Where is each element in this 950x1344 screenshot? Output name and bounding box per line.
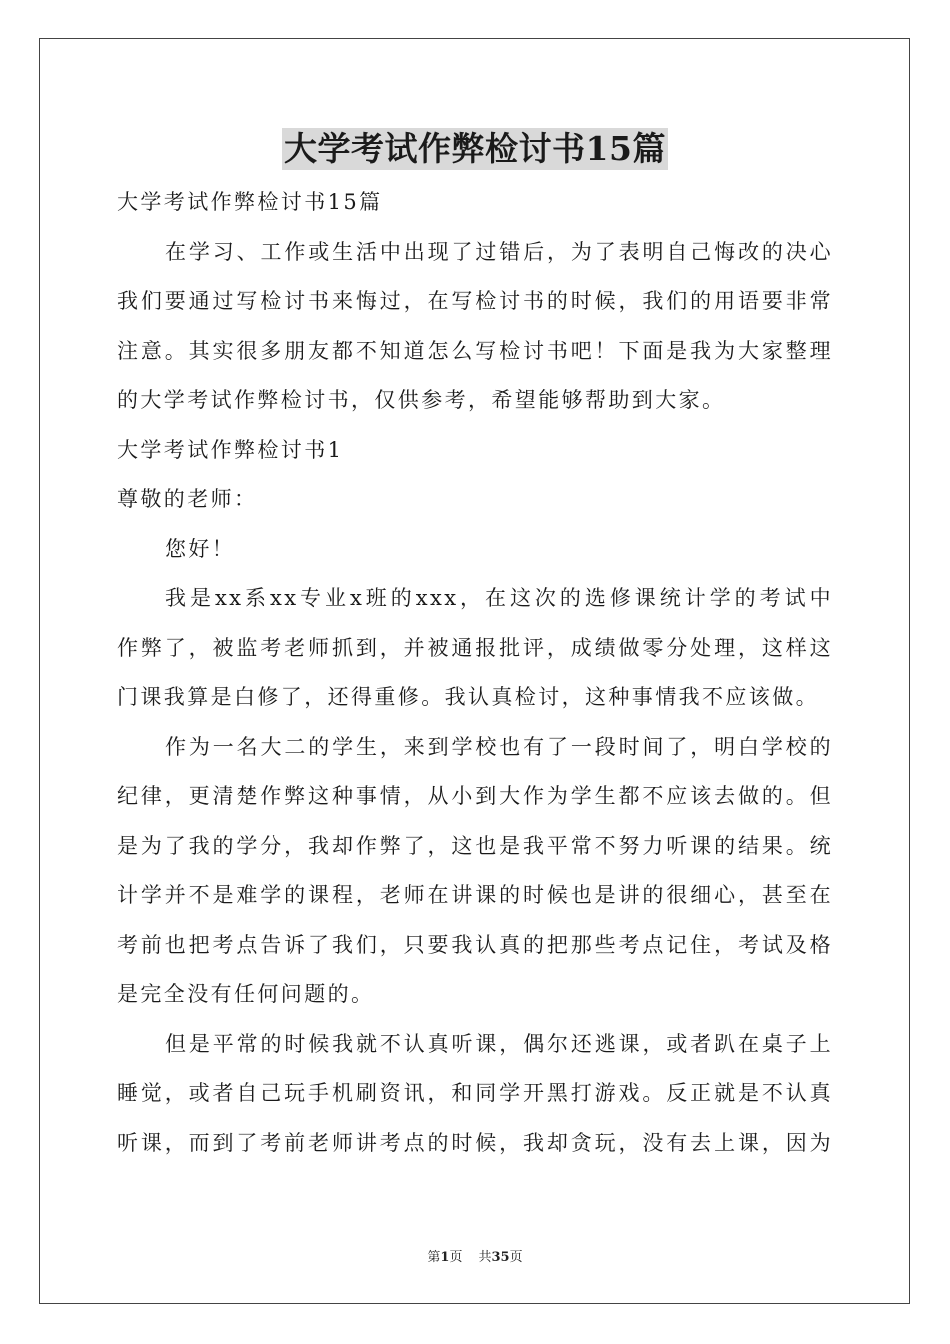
salutation: 尊敬的老师： — [117, 487, 258, 511]
paragraph-line: 门课我算是白修了，还得重修。我认真检讨，这种事情我不应该做。 — [117, 685, 819, 709]
subtitle-line: 大学考试作弊检讨书15篇 — [117, 190, 383, 214]
intro-line: 的大学考试作弊检讨书，仅供参考，希望能够帮助到大家。 — [117, 388, 726, 412]
document-title: 大学考试作弊检讨书15篇 — [284, 129, 666, 168]
paragraph-line: 考前也把考点告诉了我们，只要我认真的把那些考点记住，考试及格 — [117, 932, 833, 957]
paragraph-line: 作为一名大二的学生，来到学校也有了一段时间了，明白学校的 — [165, 734, 833, 759]
paragraph-line: 作弊了，被监考老师抓到，并被通报批评，成绩做零分处理，这样这 — [117, 635, 833, 660]
paragraph-line: 但是平常的时候我就不认真听课，偶尔还逃课，或者趴在桌子上 — [165, 1031, 833, 1056]
total-pages-label: 共35页 — [478, 1250, 523, 1265]
paragraph-line: 计学并不是难学的课程，老师在讲课的时候也是讲的很细心，甚至在 — [117, 883, 833, 907]
paragraph-line: 我是xx系xx专业x班的xxx，在这次的选修课统计学的考试中 — [165, 586, 833, 610]
paragraph-line: 是为了我的学分，我却作弊了，这也是我平常不努力听课的结果。统 — [117, 833, 833, 858]
intro-line: 注意。其实很多朋友都不知道怎么写检讨书吧！下面是我为大家整理 — [117, 338, 833, 363]
paragraph-line: 睡觉，或者自己玩手机刷资讯，和同学开黑打游戏。反正就是不认真 — [117, 1081, 833, 1105]
paragraph-line: 纪律，更清楚作弊这种事情，从小到大作为学生都不应该去做的。但 — [117, 784, 833, 808]
intro-line: 在学习、工作或生活中出现了过错后，为了表明自己悔改的决心 — [165, 239, 833, 264]
document-body — [117, 178, 833, 1168]
paragraph-line: 是完全没有任何问题的。 — [117, 982, 375, 1006]
section-heading: 大学考试作弊检讨书1 — [117, 437, 344, 462]
page-number-label: 第1页 — [427, 1250, 463, 1265]
intro-line: 我们要通过写检讨书来悔过，在写检讨书的时候，我们的用语要非常 — [117, 289, 833, 313]
page-footer — [0, 1246, 950, 1265]
greeting: 您好！ — [165, 536, 236, 561]
title-container — [0, 128, 950, 170]
paragraph-line: 听课，而到了考前老师讲考点的时候，我却贪玩，没有去上课，因为 — [117, 1130, 833, 1155]
